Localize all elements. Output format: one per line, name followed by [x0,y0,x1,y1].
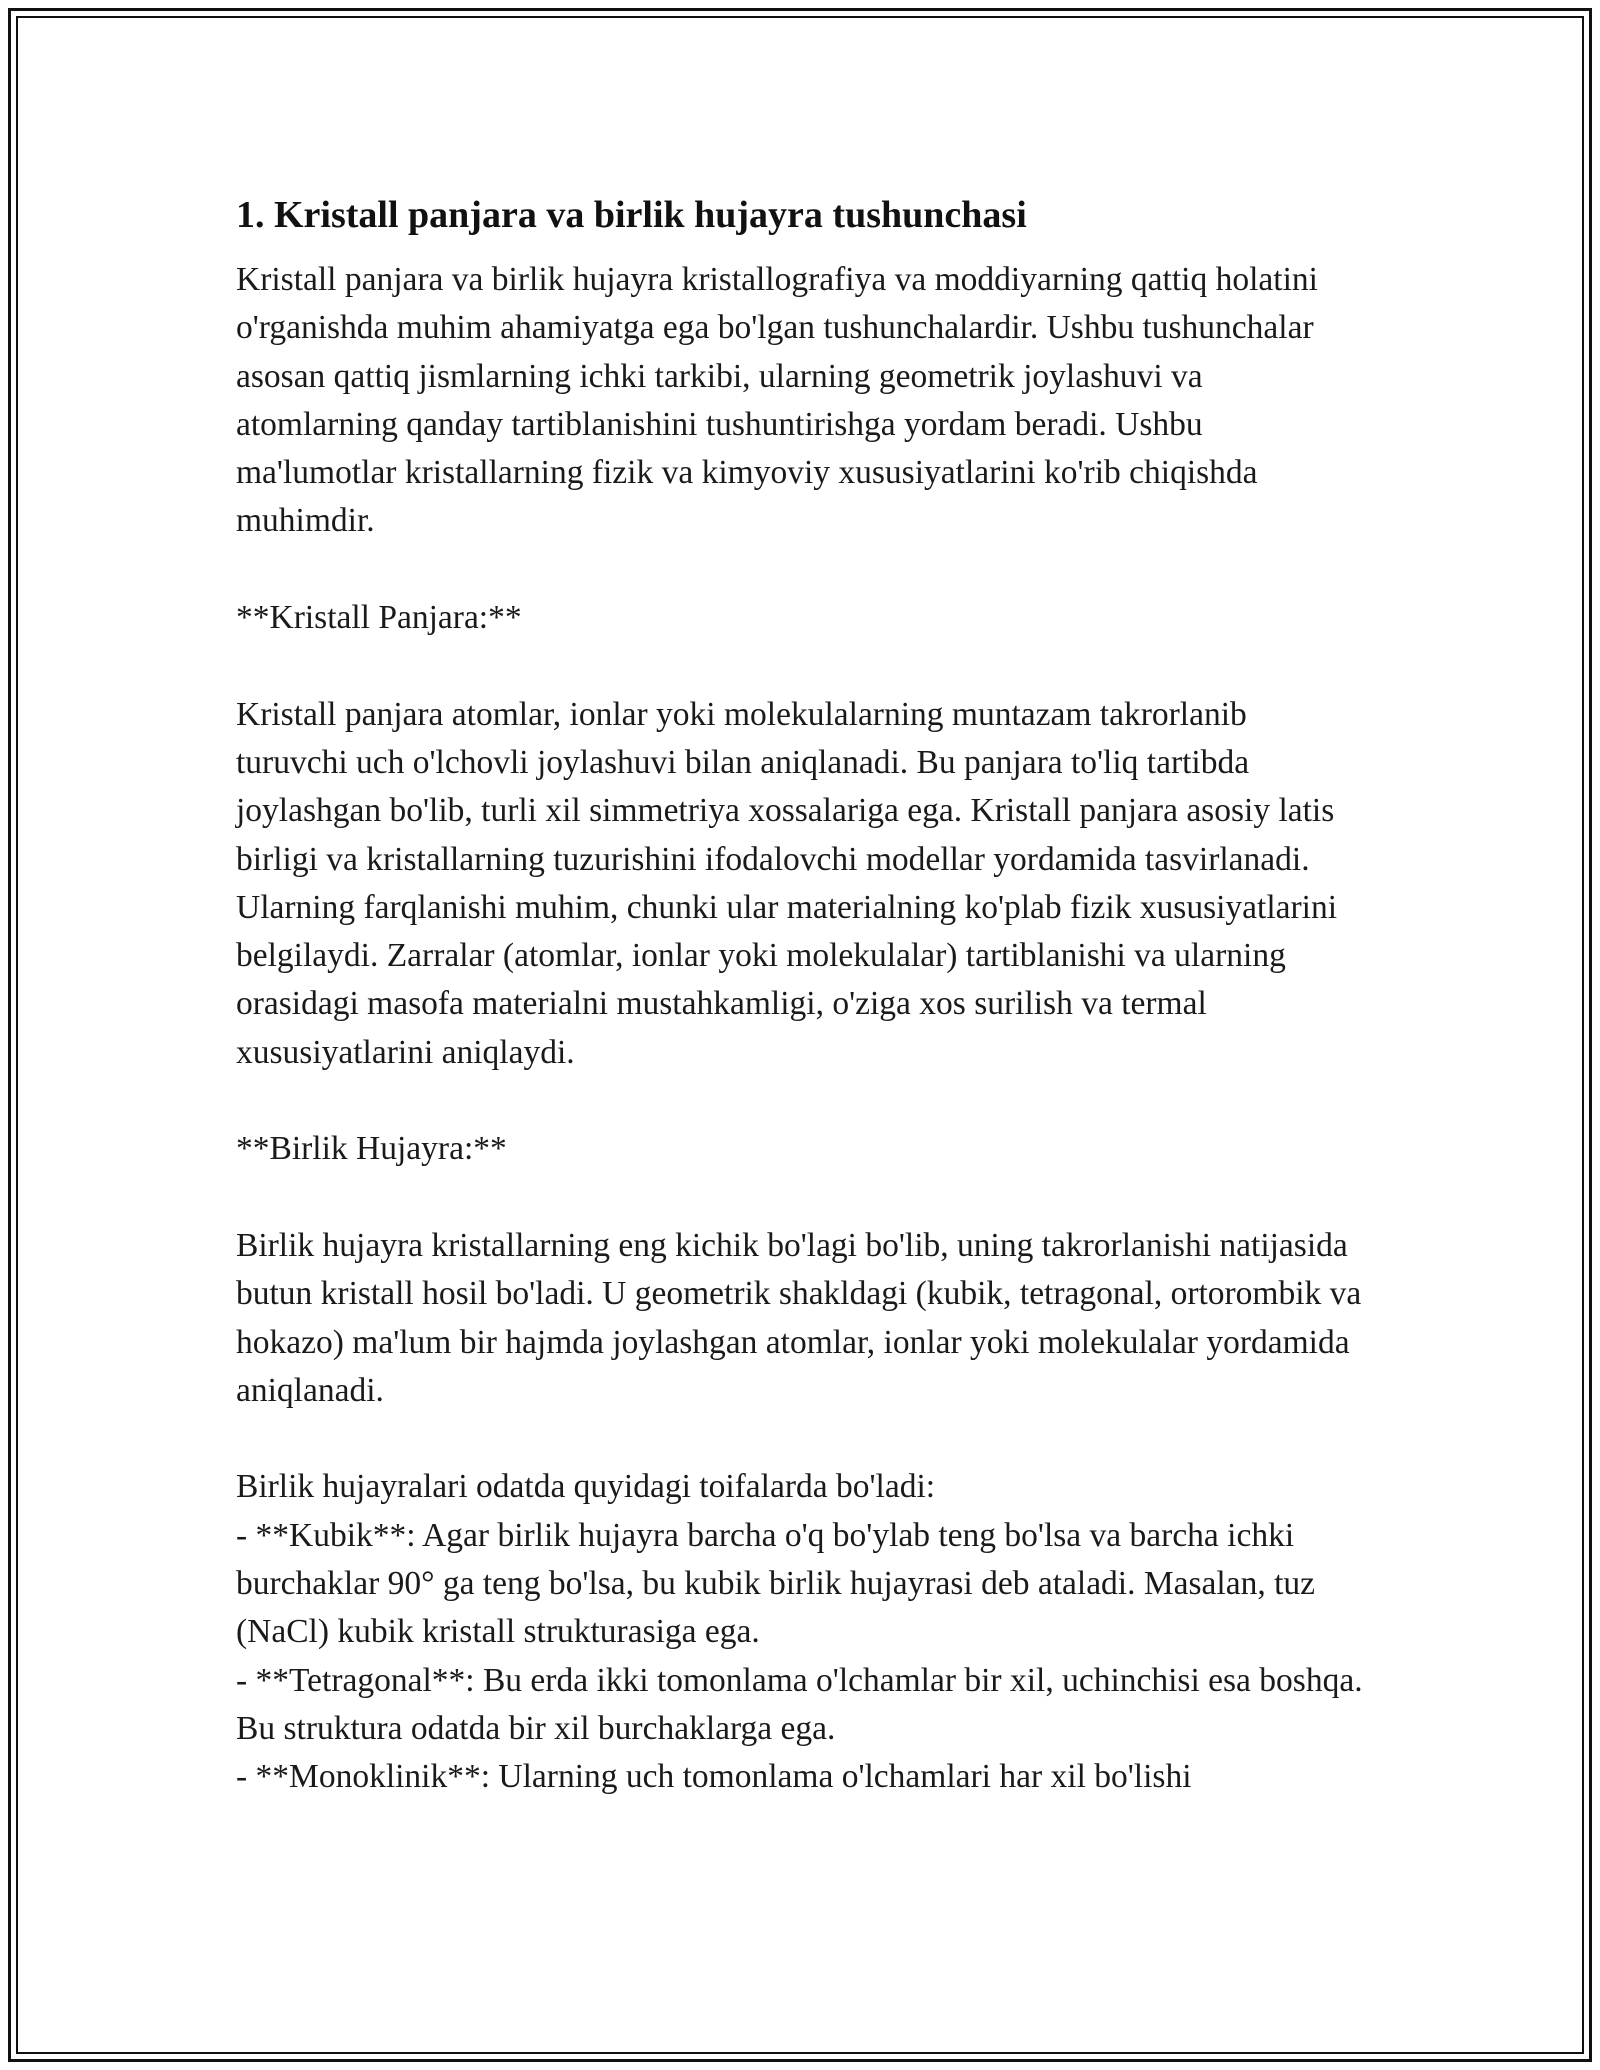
document-text [236,256,1366,1802]
paragraph-gap [236,1174,1366,1222]
paragraph-gap [236,546,1366,594]
paragraph-gap [236,1415,1366,1463]
paragraph-gap [236,642,1366,690]
subsection-title-kristall-panjara: **Kristall Panjara:** [236,599,522,637]
subsection-title-birlik-hujayra: **Birlik Hujayra:** [236,1130,507,1168]
birlik-hujayra-paragraph: Birlik hujayra kristallarning eng kichik bo'lagi bo'lib, uning takrorlanishi natijasida butun kristall hosil bo'ladi. U geometrik shakldagi (kubik, tetragonal, ortorombik va hokazo) ma'lum bir hajmda joylashgan atomlar, ionlar yoki molekulalar yordamida aniqlanadi. [236,1226,1362,1409]
kristall-panjara-paragraph: Kristall panjara atomlar, ionlar yoki molekulalarning muntazam takrorlanib turuvchi uch o'lchovli joylashuvi bilan aniqlanadi. Bu panjara to'liq tartibda joylashgan bo'lib, turli xil simmetriya xossalariga ega. Kristall panjara asosiy latis birligi va kristallarning tuzurishini ifodalovchi modellar yordamida tasvirlanadi. Ularning farqlanishi muhim, chunki ular materialning ko'plab fizik xususiyatlarini belgilaydi. Zarralar (atomlar, ionlar yoki molekulalar) tartiblanishi va ularning orasidagi masofa materialni mustahkamligi, o'ziga xos surilish va termal xususiyatlarini aniqlaydi. [236,695,1338,1071]
document-body [236,186,1366,1802]
list-intro: Birlik hujayralari odatda quyidagi toifalarda bo'ladi: [236,1468,936,1506]
paragraph-gap [236,1077,1366,1125]
list-item-tetragonal: - **Tetragonal**: Bu erda ikki tomonlama o'lchamlar bir xil, uchinchisi esa boshqa. Bu struktura odatda bir xil burchaklarga ega. [236,1661,1363,1747]
section-heading: 1. Kristall panjara va birlik hujayra tushunchasi [236,194,1027,236]
list-item-monoklinik: - **Monoklinik**: Ularning uch tomonlama o'lchamlari har xil bo'lishi [236,1758,1192,1796]
intro-paragraph: Kristall panjara va birlik hujayra kristallografiya va moddiyarning qattiq holatini o'rganishda muhim ahamiyatga ega bo'lgan tushunchalardir. Ushbu tushunchalar asosan qattiq jismlarning ichki tarkibi, ularning geometrik joylashuvi va atomlarning qanday tartiblanishini tushuntirishga yordam beradi. Ushbu ma'lumotlar kristallarning fizik va kimyoviy xususiyatlarini ko'rib chiqishda muhimdir. [236,261,1318,540]
list-item-kubik: - **Kubik**: Agar birlik hujayra barcha o'q bo'ylab teng bo'lsa va barcha ichki burchaklar 90° ga teng bo'lsa, bu kubik birlik hujayrasi deb ataladi. Masalan, tuz (NaCl) kubik kristall strukturasiga ega. [236,1516,1316,1651]
